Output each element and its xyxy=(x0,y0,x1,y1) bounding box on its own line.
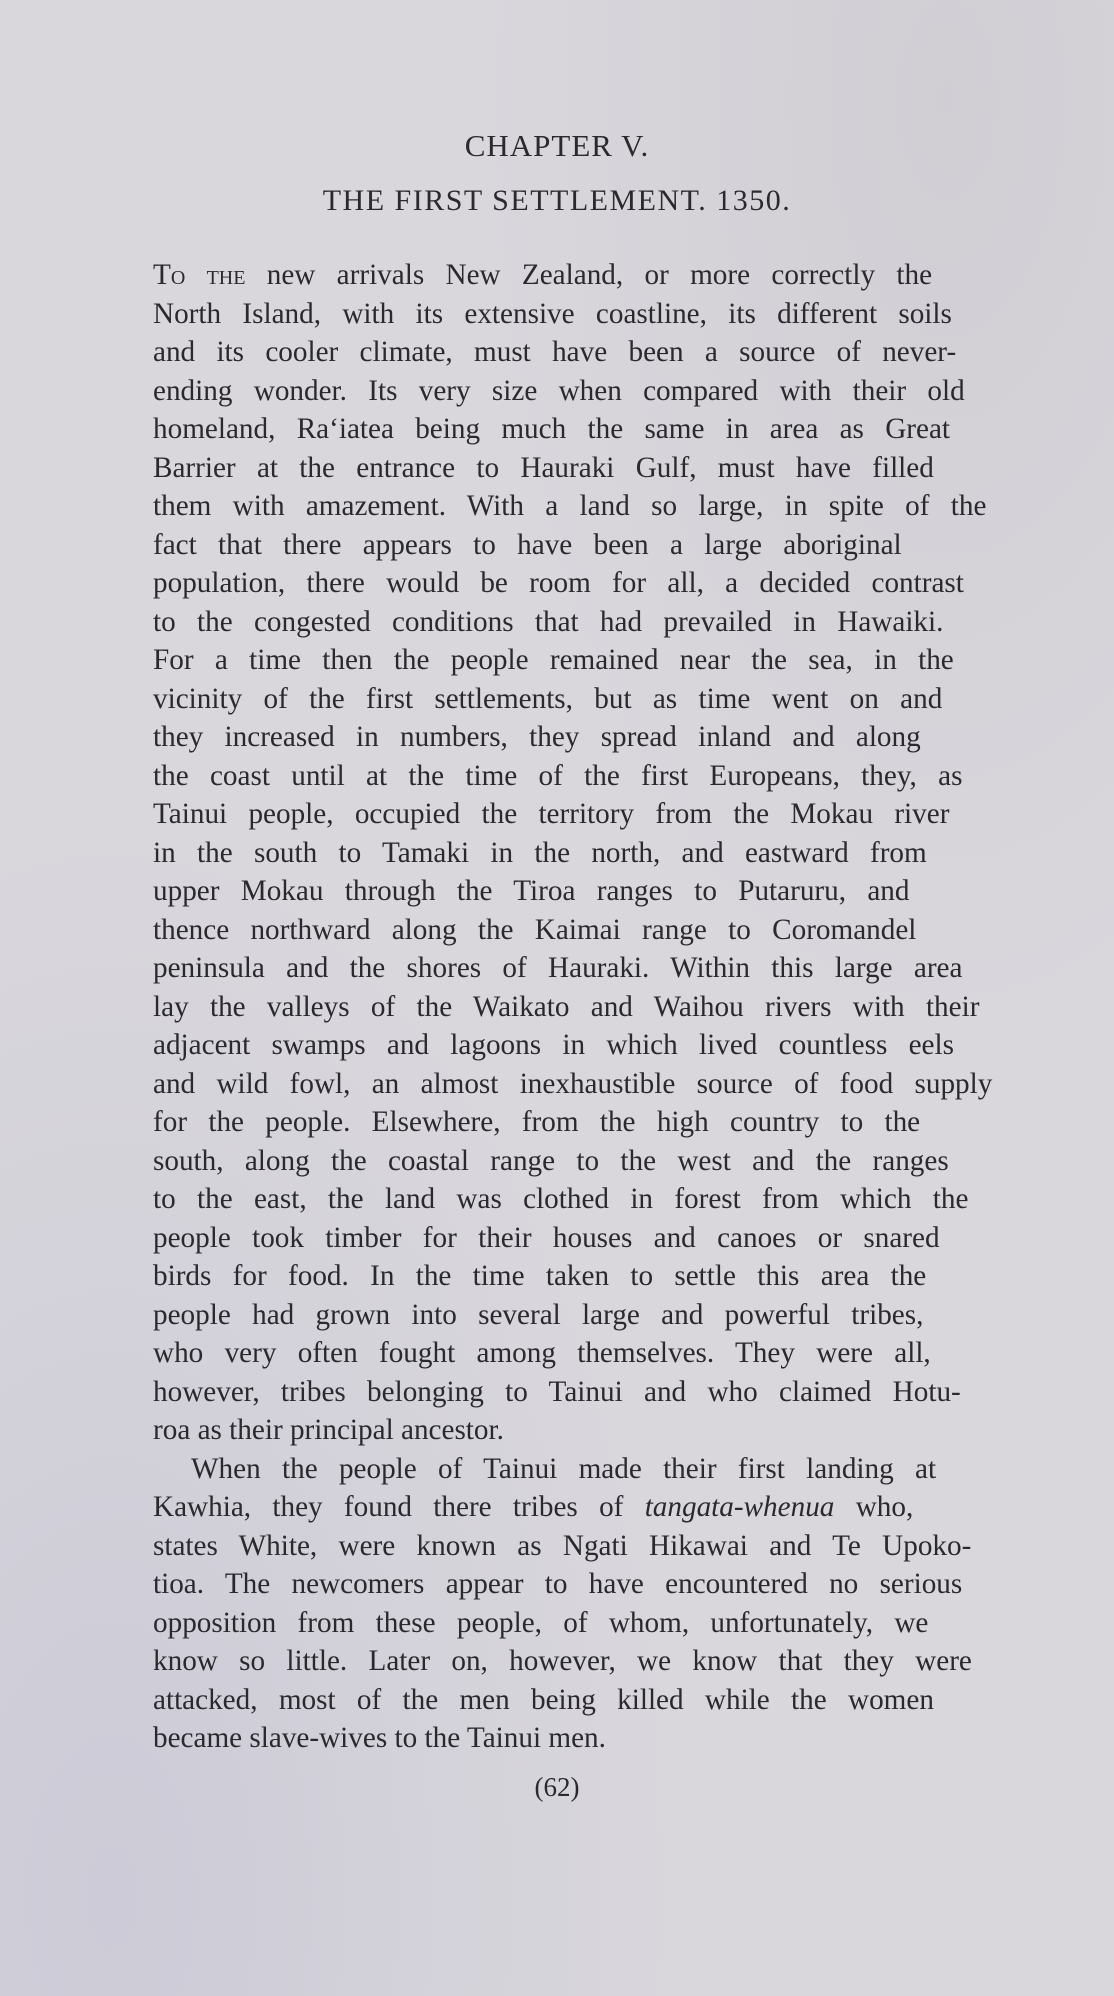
text-line xyxy=(153,795,1065,834)
text-line-content: tioa. The newcomers appear to have encountered no serious xyxy=(153,1568,963,1600)
text-line xyxy=(153,1411,1065,1450)
text-line-content: fact that there appears to have been a large aboriginal xyxy=(153,528,902,561)
text-line xyxy=(153,372,1065,411)
text-line-content: birds for food. In the time taken to settle this area the xyxy=(153,1260,927,1292)
text-line-content: people took timber for their houses and canoes or snared xyxy=(153,1221,940,1254)
text-line-content: opposition from these people, of whom, unfortunately, we xyxy=(153,1606,929,1639)
text-line-content: became slave-wives to the Tainui men. xyxy=(153,1722,606,1754)
text-line xyxy=(153,564,1065,603)
text-line-content: for the people. Elsewhere, from the high country to the xyxy=(153,1106,921,1138)
text-line-content: North Island, with its extensive coastline, its different soils xyxy=(153,297,952,330)
text-line xyxy=(153,872,1065,911)
text-line xyxy=(153,295,1065,334)
text-line-content: however, tribes belonging to Tainui and who claimed Hotu- xyxy=(153,1375,961,1408)
text-line-content: roa as their principal ancestor. xyxy=(153,1414,504,1446)
text-line xyxy=(153,1065,1065,1104)
text-line-content: states White, were known as Ngati Hikawai and Te Upoko- xyxy=(153,1529,972,1562)
text-line-content: thence northward along the Kaimai range to Coromandel xyxy=(153,913,917,946)
text-line xyxy=(153,1527,1065,1566)
page-number: (62) xyxy=(534,1772,580,1802)
text-line xyxy=(153,487,1065,526)
text-line-content: them with amazement. With a land so large, in spite of the xyxy=(153,490,987,522)
text-line-content: and its cooler climate, must have been a source of never- xyxy=(153,336,957,368)
text-line xyxy=(153,1257,1065,1296)
text-line-content: know so little. Later on, however, we know that they were xyxy=(153,1645,972,1677)
text-line xyxy=(153,449,1065,488)
text-line xyxy=(153,1450,1065,1489)
text-line-content: south, along the coastal range to the west and the ranges xyxy=(153,1144,949,1177)
text-line-content: lay the valleys of the Waikato and Waihou rivers with their xyxy=(153,990,980,1023)
italic-term: tangata-whenua xyxy=(644,1491,835,1523)
text-line-content: and wild fowl, an almost inexhaustible source of food supply xyxy=(153,1067,993,1100)
text-line xyxy=(153,1103,1065,1142)
lead-small-caps: To the xyxy=(153,259,246,291)
text-line xyxy=(153,603,1065,642)
text-line xyxy=(153,911,1065,950)
text-line-content: who very often fought among themselves. They were all, xyxy=(153,1337,931,1369)
text-line xyxy=(153,1026,1065,1065)
text-line xyxy=(153,1642,1065,1681)
text-line-content: For a time then the people remained near the sea, in the xyxy=(153,644,954,676)
text-line-content: to the congested conditions that had prevailed in Hawaiki. xyxy=(153,605,944,638)
text-line-content: peninsula and the shores of Hauraki. Within this large area xyxy=(153,952,963,984)
text-line xyxy=(153,757,1065,796)
text-line-content: upper Mokau through the Tiroa ranges to Putaruru, and xyxy=(153,875,910,907)
text-line-content: homeland, Ra‘iatea being much the same in area as Great xyxy=(153,413,951,445)
text-line xyxy=(153,1373,1065,1412)
text-line xyxy=(153,680,1065,719)
text-span: new arrivals New Zealand, or more correctly the xyxy=(245,259,933,291)
text-line-content: attacked, most of the men being killed while the women xyxy=(153,1683,934,1716)
text-line xyxy=(153,718,1065,757)
text-line xyxy=(153,1334,1065,1373)
text-line-content: in the south to Tamaki in the north, and eastward from xyxy=(153,836,927,869)
text-line xyxy=(153,526,1065,565)
text-line xyxy=(153,1296,1065,1335)
text-line xyxy=(153,1719,1065,1758)
text-line xyxy=(153,988,1065,1027)
text-line xyxy=(153,1142,1065,1181)
text-line xyxy=(153,1565,1065,1604)
text-line xyxy=(153,641,1065,680)
text-line-content: people had grown into several large and powerful tribes, xyxy=(153,1298,924,1331)
text-line-content: adjacent swamps and lagoons in which lived countless eels xyxy=(153,1029,954,1061)
body-text xyxy=(153,256,1065,1758)
chapter-number: CHAPTER V. xyxy=(464,128,650,163)
text-span: Kawhia, they found there tribes of xyxy=(153,1491,645,1523)
text-line-content: vicinity of the first settlements, but as time went on and xyxy=(153,682,943,715)
text-line-content xyxy=(153,1488,913,1527)
chapter-title: THE FIRST SETTLEMENT. 1350. xyxy=(322,184,792,217)
text-line-content: When the people of Tainui made their first landing at xyxy=(191,1452,937,1485)
text-line-content: Tainui people, occupied the territory from the Mokau river xyxy=(153,798,950,830)
text-line xyxy=(153,949,1065,988)
text-line xyxy=(153,256,1065,295)
text-line xyxy=(153,834,1065,873)
text-line xyxy=(153,1488,1065,1527)
text-line xyxy=(153,333,1065,372)
text-line-content xyxy=(153,256,932,295)
text-span: who, xyxy=(834,1491,914,1523)
text-line xyxy=(153,1219,1065,1258)
text-line xyxy=(153,1180,1065,1219)
text-line-content: the coast until at the time of the first Europeans, they, as xyxy=(153,759,963,792)
text-line-content: to the east, the land was clothed in forest from which the xyxy=(153,1183,969,1215)
text-line xyxy=(153,1604,1065,1643)
text-line-content: population, there would be room for all, a decided contrast xyxy=(153,567,964,599)
text-line-content: Barrier at the entrance to Hauraki Gulf, must have filled xyxy=(153,451,934,484)
text-line xyxy=(153,410,1065,449)
text-line xyxy=(153,1681,1065,1720)
text-line-content: they increased in numbers, they spread inland and along xyxy=(153,721,921,753)
text-line-content: ending wonder. Its very size when compared with their old xyxy=(153,374,965,407)
